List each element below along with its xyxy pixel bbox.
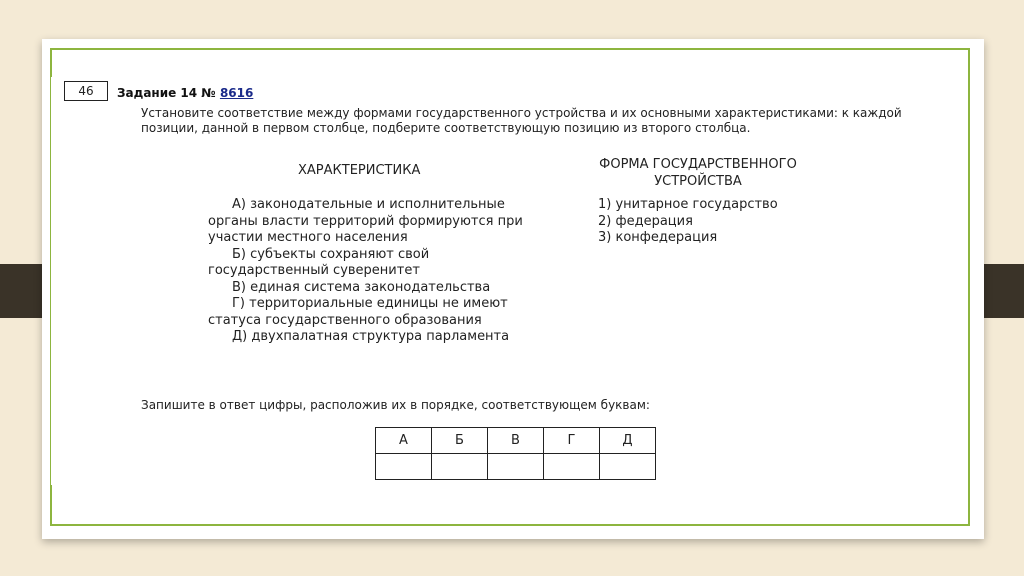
form-header: ФОРМА ГОСУДАРСТВЕННОГО УСТРОЙСТВА [599, 157, 797, 189]
form-item-1: 1) унитарное государство [598, 197, 778, 212]
answer-instruction: Запишите в ответ цифры, расположив их в порядке, соответствующем буквам: [141, 398, 650, 412]
answer-letter-d: Д [600, 428, 656, 454]
characteristic-item-d: Д) двухпалатная структура парламента [232, 329, 510, 344]
characteristic-item-v: В) единая система законодательства [232, 279, 491, 295]
answer-letter-v: В [488, 428, 544, 454]
task-instruction: Установите соответствие между формами государственного устройства и их основными характеристиками: к каждой позиции, данной в первом столбце, подберите соответствующую позицию из второго столбца. [141, 106, 902, 135]
answer-header-row [376, 428, 656, 454]
form-item-3: 3) конфедерация [598, 230, 718, 245]
left-decor-bar [0, 264, 48, 318]
answer-cell-a[interactable] [376, 454, 432, 480]
task-number-box: 46 [64, 81, 108, 101]
task-title-prefix: Задание 14 № [117, 86, 216, 100]
characteristic-item-g: Г) территориальные единицы не имеют статуса государственного образования [208, 296, 508, 328]
answer-input-row [376, 454, 656, 480]
answer-letter-g: Г [544, 428, 600, 454]
task-id-link[interactable]: 8616 [219, 86, 254, 100]
answer-table [375, 427, 656, 480]
characteristic-item-a: А) законодательные и исполнительные органы власти территорий формируются при участии местного населения [208, 197, 523, 245]
characteristic-header: ХАРАКТЕРИСТИКА [298, 163, 421, 178]
answer-cell-g[interactable] [544, 454, 600, 480]
answer-cell-b[interactable] [432, 454, 488, 480]
answer-cell-d[interactable] [600, 454, 656, 480]
answer-letter-a: А [376, 428, 432, 454]
answer-letter-b: Б [432, 428, 488, 454]
task-title [117, 86, 253, 100]
answer-cell-v[interactable] [488, 454, 544, 480]
characteristic-item-b: Б) субъекты сохраняют свой государственный суверенитет [208, 246, 430, 278]
form-item-2: 2) федерация [598, 213, 693, 229]
forms-list [598, 197, 778, 247]
characteristics-list [208, 197, 548, 346]
